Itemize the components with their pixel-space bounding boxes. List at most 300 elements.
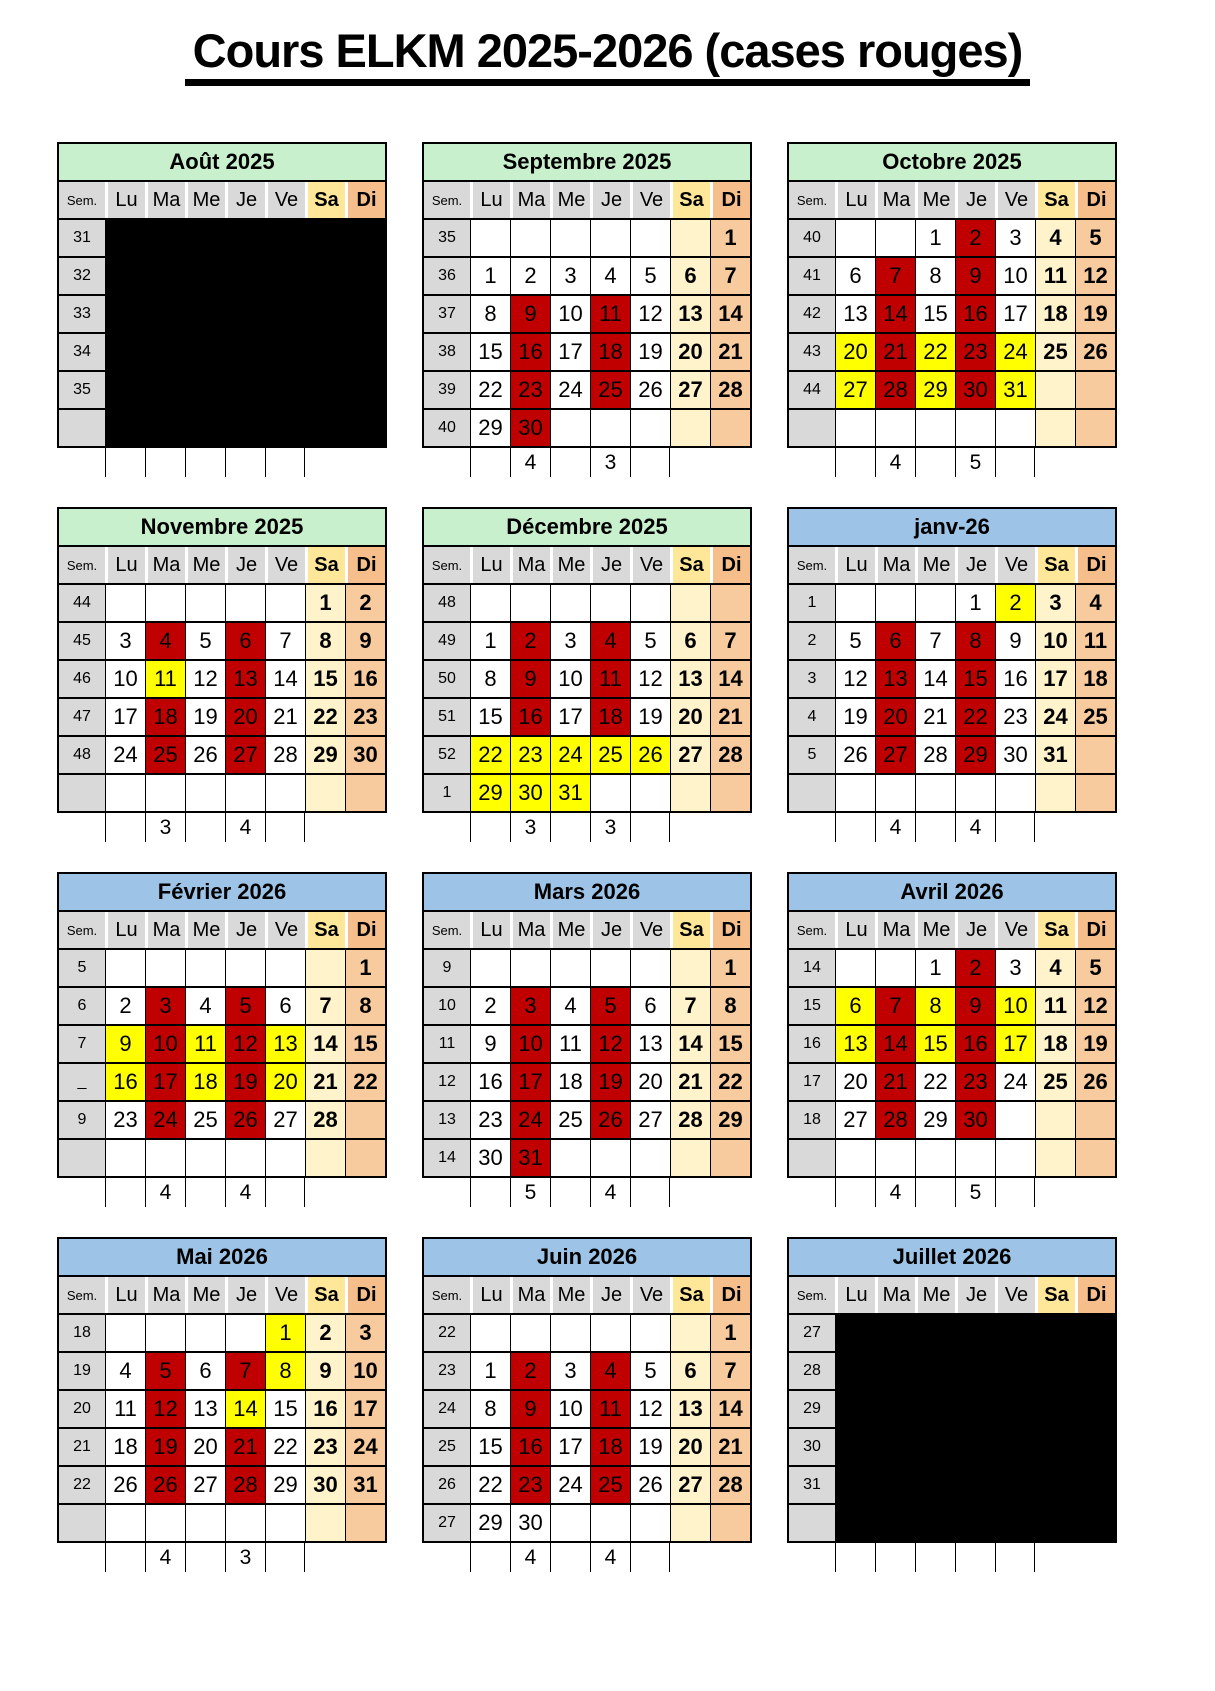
day-cell: 4 (1075, 585, 1115, 621)
day-cell: 4 (185, 988, 225, 1024)
day-cell: 1 (470, 1353, 510, 1389)
calendar-grid (57, 142, 1215, 1572)
day-col-header: Ve (265, 1277, 305, 1313)
day-col-header: Ma (510, 1277, 550, 1313)
counts-row (422, 448, 752, 477)
week-row (789, 1465, 1115, 1503)
week-number-cell: 36 (424, 258, 470, 294)
day-cell (470, 220, 510, 256)
day-cell: 26 (630, 1467, 670, 1503)
day-cell (1035, 1429, 1075, 1465)
week-row (789, 1351, 1115, 1389)
count-cell (470, 1178, 510, 1207)
day-cell: 14 (670, 1026, 710, 1062)
day-cell: 1 (470, 623, 510, 659)
day-cell (670, 220, 710, 256)
thursday-count: 5 (955, 1178, 995, 1207)
day-cell (590, 585, 630, 621)
day-cell: 11 (590, 661, 630, 697)
day-cell: 29 (710, 1102, 750, 1138)
day-cell (915, 1315, 955, 1351)
month-table-ao-t-2025 (57, 142, 387, 448)
day-col-header: Ve (265, 547, 305, 583)
week-number-cell: 1 (424, 775, 470, 811)
day-cell (105, 1505, 145, 1541)
count-cell (550, 448, 590, 477)
count-cell (345, 813, 385, 842)
count-cell (1035, 1178, 1075, 1207)
count-cell (915, 448, 955, 477)
day-cell (670, 410, 710, 446)
day-cell: 5 (225, 988, 265, 1024)
day-cell: 11 (1035, 988, 1075, 1024)
day-cell: 26 (185, 737, 225, 773)
day-cell: 4 (1035, 950, 1075, 986)
day-cell: 26 (630, 737, 670, 773)
day-cell: 3 (550, 623, 590, 659)
day-cell (265, 1140, 305, 1176)
day-cell (305, 372, 345, 408)
day-cell: 4 (550, 988, 590, 1024)
week-col-header: Sem. (59, 912, 105, 948)
day-cell: 2 (470, 988, 510, 1024)
week-row (789, 773, 1115, 811)
week-number-cell: 43 (789, 334, 835, 370)
day-col-header: Lu (470, 547, 510, 583)
day-cell: 6 (630, 988, 670, 1024)
day-cell: 15 (265, 1391, 305, 1427)
day-cell: 28 (305, 1102, 345, 1138)
day-cell (265, 258, 305, 294)
day-cell (875, 1467, 915, 1503)
week-number-cell: 3 (789, 661, 835, 697)
day-cell: 24 (105, 737, 145, 773)
count-cell (835, 448, 875, 477)
week-number-cell: 35 (424, 220, 470, 256)
thursday-count: 4 (590, 1178, 630, 1207)
week-row (424, 1465, 750, 1503)
day-cell (955, 1429, 995, 1465)
day-cell (265, 950, 305, 986)
day-header-row (59, 910, 385, 948)
day-cell (225, 410, 265, 446)
day-cell (875, 1315, 915, 1351)
week-number-cell: 51 (424, 699, 470, 735)
day-cell: 21 (670, 1064, 710, 1100)
day-cell: 16 (510, 699, 550, 735)
day-cell: 24 (550, 372, 590, 408)
day-cell (265, 775, 305, 811)
day-cell (550, 1315, 590, 1351)
day-cell (185, 296, 225, 332)
month-table-d-cembre-2025 (422, 507, 752, 813)
day-cell: 14 (265, 661, 305, 697)
count-cell (470, 448, 510, 477)
day-cell (995, 1467, 1035, 1503)
day-cell (185, 1315, 225, 1351)
day-cell: 30 (995, 737, 1035, 773)
day-cell: 16 (955, 1026, 995, 1062)
day-cell: 17 (345, 1391, 385, 1427)
week-row (424, 583, 750, 621)
day-cell (590, 1140, 630, 1176)
day-col-header: Ve (995, 1277, 1035, 1313)
day-cell: 10 (1035, 623, 1075, 659)
day-cell (265, 334, 305, 370)
day-cell (590, 220, 630, 256)
day-col-header: Me (915, 1277, 955, 1313)
day-cell (995, 1429, 1035, 1465)
day-cell: 23 (995, 699, 1035, 735)
day-cell (590, 1505, 630, 1541)
count-cell (630, 1543, 670, 1572)
day-cell: 19 (590, 1064, 630, 1100)
day-cell (305, 258, 345, 294)
count-cell (265, 448, 305, 477)
day-col-header: Lu (105, 547, 145, 583)
day-cell: 9 (955, 258, 995, 294)
week-number-cell: 17 (789, 1064, 835, 1100)
day-cell: 19 (185, 699, 225, 735)
count-cell (670, 448, 710, 477)
week-row (789, 408, 1115, 446)
count-cell (105, 1543, 145, 1572)
count-cell (550, 1543, 590, 1572)
day-cell: 17 (550, 334, 590, 370)
day-cell (835, 220, 875, 256)
week-row (424, 1062, 750, 1100)
day-cell: 9 (995, 623, 1035, 659)
week-row (424, 1138, 750, 1176)
thursday-count: 3 (590, 448, 630, 477)
day-col-header: Je (590, 547, 630, 583)
day-cell: 17 (995, 1026, 1035, 1062)
day-cell (105, 334, 145, 370)
day-cell: 3 (145, 988, 185, 1024)
week-row (424, 621, 750, 659)
day-header-row (789, 545, 1115, 583)
day-cell (915, 1353, 955, 1389)
day-cell (995, 1315, 1035, 1351)
day-col-header: Sa (670, 1277, 710, 1313)
day-cell: 10 (995, 988, 1035, 1024)
week-row (424, 659, 750, 697)
day-col-header: Lu (835, 912, 875, 948)
day-cell: 25 (145, 737, 185, 773)
count-cell (345, 448, 385, 477)
day-col-header: Di (1075, 1277, 1115, 1313)
day-col-header: Di (710, 1277, 750, 1313)
day-cell (1075, 1315, 1115, 1351)
day-cell: 8 (265, 1353, 305, 1389)
day-cell: 12 (145, 1391, 185, 1427)
week-row (424, 697, 750, 735)
week-row (424, 1427, 750, 1465)
day-col-header: Je (225, 912, 265, 948)
day-cell: 5 (630, 1353, 670, 1389)
day-cell (915, 1391, 955, 1427)
day-cell: 21 (915, 699, 955, 735)
day-cell (915, 1505, 955, 1541)
day-cell: 9 (470, 1026, 510, 1062)
day-cell: 2 (510, 623, 550, 659)
week-number-cell: 44 (789, 372, 835, 408)
day-cell: 14 (915, 661, 955, 697)
day-cell: 26 (630, 372, 670, 408)
week-row (59, 1427, 385, 1465)
tuesday-count: 3 (510, 813, 550, 842)
day-cell (955, 1505, 995, 1541)
week-row (59, 370, 385, 408)
day-cell: 27 (185, 1467, 225, 1503)
week-row (59, 1100, 385, 1138)
day-cell (185, 950, 225, 986)
day-cell: 16 (345, 661, 385, 697)
day-col-header: Ve (630, 547, 670, 583)
week-number-cell (59, 1505, 105, 1541)
day-cell: 5 (835, 623, 875, 659)
day-cell: 31 (345, 1467, 385, 1503)
day-cell: 30 (955, 372, 995, 408)
day-col-header: Di (1075, 912, 1115, 948)
day-cell (510, 585, 550, 621)
day-cell (105, 372, 145, 408)
month-title: Avril 2026 (789, 874, 1115, 910)
day-col-header: Sa (670, 182, 710, 218)
day-cell: 30 (305, 1467, 345, 1503)
day-header-row (424, 910, 750, 948)
count-cell (835, 1543, 875, 1572)
calendar-septembre-2025 (422, 142, 752, 477)
day-col-header: Je (225, 1277, 265, 1313)
week-number-cell: 34 (59, 334, 105, 370)
count-cell (630, 1178, 670, 1207)
day-cell: 17 (105, 699, 145, 735)
day-cell: 18 (1035, 296, 1075, 332)
week-number-cell: 29 (789, 1391, 835, 1427)
day-cell: 2 (305, 1315, 345, 1351)
day-cell (875, 410, 915, 446)
day-col-header: Di (710, 182, 750, 218)
day-cell (1075, 1467, 1115, 1503)
tuesday-count: 3 (145, 813, 185, 842)
day-cell (995, 1391, 1035, 1427)
month-title: Septembre 2025 (424, 144, 750, 180)
day-cell: 30 (955, 1102, 995, 1138)
day-cell: 8 (710, 988, 750, 1024)
day-cell: 14 (710, 296, 750, 332)
day-cell (955, 1391, 995, 1427)
day-cell: 2 (105, 988, 145, 1024)
day-cell: 8 (915, 258, 955, 294)
day-cell (225, 372, 265, 408)
day-cell: 22 (345, 1064, 385, 1100)
day-cell: 24 (1035, 699, 1075, 735)
week-row (424, 1313, 750, 1351)
day-cell (955, 1353, 995, 1389)
week-number-cell: 41 (789, 258, 835, 294)
week-number-cell: 9 (59, 1102, 105, 1138)
day-cell: 29 (265, 1467, 305, 1503)
day-col-header: Me (185, 182, 225, 218)
day-cell (185, 585, 225, 621)
week-col-header: Sem. (59, 547, 105, 583)
day-cell: 17 (550, 699, 590, 735)
day-cell (590, 1315, 630, 1351)
day-cell (470, 585, 510, 621)
day-cell: 23 (955, 1064, 995, 1100)
day-cell (835, 1315, 875, 1351)
day-cell: 11 (105, 1391, 145, 1427)
day-cell (915, 585, 955, 621)
day-cell: 15 (305, 661, 345, 697)
day-cell (145, 410, 185, 446)
day-col-header: Ve (630, 912, 670, 948)
week-number-cell: 5 (789, 737, 835, 773)
day-cell (105, 775, 145, 811)
counts-row (57, 448, 387, 477)
day-col-header: Sa (1035, 1277, 1075, 1313)
week-number-cell: 23 (424, 1353, 470, 1389)
week-row (59, 332, 385, 370)
day-cell (1075, 1429, 1115, 1465)
count-cell (995, 1178, 1035, 1207)
week-number-cell: 14 (789, 950, 835, 986)
day-cell: 27 (265, 1102, 305, 1138)
day-cell: 15 (915, 296, 955, 332)
count-spacer (787, 1178, 835, 1207)
day-cell (710, 1505, 750, 1541)
week-number-cell: 10 (424, 988, 470, 1024)
day-cell: 27 (225, 737, 265, 773)
week-number-cell: 20 (59, 1391, 105, 1427)
day-cell (510, 220, 550, 256)
day-cell: 10 (145, 1026, 185, 1062)
day-cell: 13 (630, 1026, 670, 1062)
day-cell (145, 372, 185, 408)
day-col-header: Sa (1035, 182, 1075, 218)
day-cell: 24 (145, 1102, 185, 1138)
day-cell: 25 (550, 1102, 590, 1138)
day-cell: 20 (225, 699, 265, 735)
day-cell: 2 (995, 585, 1035, 621)
week-col-header: Sem. (424, 1277, 470, 1313)
day-cell (550, 410, 590, 446)
day-cell (1035, 1353, 1075, 1389)
week-row (59, 408, 385, 446)
day-col-header: Lu (470, 1277, 510, 1313)
day-cell: 20 (835, 334, 875, 370)
day-cell: 21 (265, 699, 305, 735)
count-cell (265, 1178, 305, 1207)
week-row (424, 1100, 750, 1138)
week-number-cell: 47 (59, 699, 105, 735)
week-number-cell: 9 (424, 950, 470, 986)
day-cell: 6 (265, 988, 305, 1024)
day-cell (470, 950, 510, 986)
day-cell (145, 775, 185, 811)
day-cell: 2 (510, 1353, 550, 1389)
day-cell (305, 296, 345, 332)
day-cell: 12 (835, 661, 875, 697)
day-col-header: Ma (510, 547, 550, 583)
day-cell: 19 (630, 334, 670, 370)
week-row (59, 735, 385, 773)
day-cell: 2 (510, 258, 550, 294)
day-cell: 14 (225, 1391, 265, 1427)
day-col-header: Lu (835, 182, 875, 218)
day-cell (710, 410, 750, 446)
day-cell (1075, 1391, 1115, 1427)
tuesday-count: 4 (875, 448, 915, 477)
calendar-d-cembre-2025 (422, 507, 752, 842)
tuesday-count: 4 (145, 1178, 185, 1207)
day-cell: 6 (835, 988, 875, 1024)
day-cell (630, 220, 670, 256)
day-col-header: Je (590, 182, 630, 218)
day-cell: 31 (1035, 737, 1075, 773)
counts-row (787, 1178, 1117, 1207)
day-cell: 23 (105, 1102, 145, 1138)
week-col-header: Sem. (789, 1277, 835, 1313)
day-cell: 6 (835, 258, 875, 294)
calendar-juin-2026 (422, 1237, 752, 1572)
week-row (789, 1313, 1115, 1351)
day-cell: 26 (105, 1467, 145, 1503)
day-cell (305, 220, 345, 256)
day-cell: 11 (1035, 258, 1075, 294)
day-cell (550, 220, 590, 256)
day-cell: 2 (345, 585, 385, 621)
week-number-cell: 48 (424, 585, 470, 621)
day-cell (225, 585, 265, 621)
day-cell (1075, 1353, 1115, 1389)
day-cell (835, 1505, 875, 1541)
day-cell (590, 950, 630, 986)
day-cell: 10 (995, 258, 1035, 294)
day-cell: 23 (510, 1467, 550, 1503)
week-number-cell: 26 (424, 1467, 470, 1503)
week-col-header: Sem. (59, 1277, 105, 1313)
week-number-cell: 31 (59, 220, 105, 256)
day-cell: 6 (670, 1353, 710, 1389)
thursday-count: 4 (225, 813, 265, 842)
day-cell (345, 220, 385, 256)
day-cell (1075, 1102, 1115, 1138)
day-cell: 13 (225, 661, 265, 697)
tuesday-count: 4 (875, 813, 915, 842)
day-cell: 29 (955, 737, 995, 773)
count-spacer (422, 813, 470, 842)
calendar-mars-2026 (422, 872, 752, 1207)
day-cell: 6 (670, 258, 710, 294)
day-col-header: Lu (470, 912, 510, 948)
day-cell (670, 1315, 710, 1351)
day-cell: 29 (470, 410, 510, 446)
day-col-header: Ve (995, 912, 1035, 948)
week-row (789, 735, 1115, 773)
day-cell (265, 1505, 305, 1541)
day-cell (835, 1429, 875, 1465)
day-cell: 27 (875, 737, 915, 773)
day-cell: 10 (550, 1391, 590, 1427)
day-col-header: Ma (875, 1277, 915, 1313)
week-row (424, 332, 750, 370)
day-cell (105, 950, 145, 986)
week-row (789, 697, 1115, 735)
day-cell (145, 220, 185, 256)
day-cell (915, 410, 955, 446)
